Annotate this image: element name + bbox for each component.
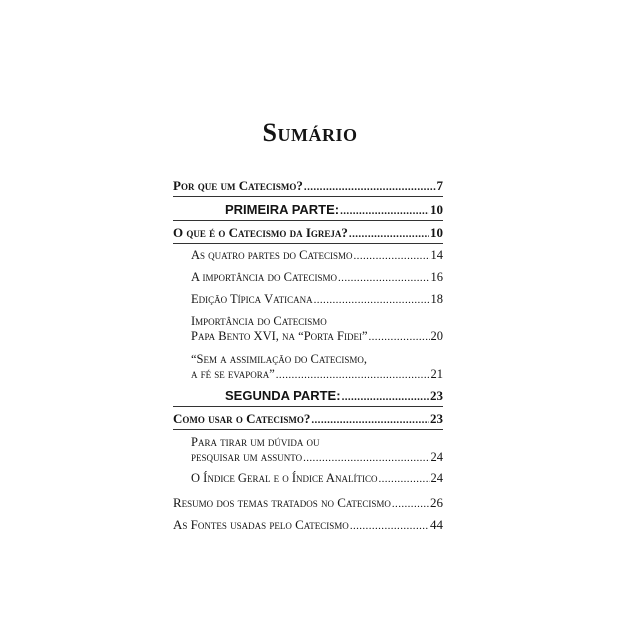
toc-subentry[interactable] [173,352,443,383]
toc-entry-title: SEGUNDA PARTE: [225,388,341,403]
toc-entry-page: 44 [430,517,443,532]
divider [173,243,443,244]
toc-subentry[interactable] [173,471,443,487]
toc-subentry[interactable] [173,248,443,264]
toc-entry-page: 18 [430,292,443,306]
toc-entry-title-line2: a fé se evapora” [191,367,275,381]
toc-entry-page: 14 [430,248,443,262]
toc-entry-page: 26 [430,495,443,510]
toc-entry-page: 23 [430,388,443,403]
toc-entry-page: 21 [430,367,443,381]
divider [173,406,443,407]
toc-entry-title: O Índice Geral e o Índice Analítico [191,471,378,485]
leader-dots [340,204,429,219]
leader-dots [342,390,429,405]
leader-dots [378,472,429,487]
divider [173,196,443,197]
toc-entry-title: A importância do Catecismo [191,270,338,284]
leader-dots [369,330,430,345]
leader-dots [349,227,429,242]
leader-dots [392,497,429,512]
toc-subentry[interactable] [173,292,443,308]
toc-subentry[interactable] [173,314,443,345]
toc-entry-title: As Fontes usadas pelo Catecismo [173,517,349,532]
leader-dots [314,293,430,308]
toc-entry[interactable] [173,225,443,242]
toc-entry-title-line1: “Sem a assimilação do Catecismo, [191,352,367,366]
leader-dots [338,271,429,286]
divider [173,220,443,221]
toc-entry-title: Edição Típica Vaticana [191,292,313,306]
page-title: Sumário [262,118,358,147]
toc-entry-title: Por que um Catecismo? [173,178,303,193]
toc-part-heading[interactable] [173,202,443,219]
leader-dots [303,451,429,466]
toc-entry[interactable] [173,495,443,512]
toc-entry-page: 23 [430,411,443,426]
toc-entry[interactable] [173,517,443,534]
leader-dots [354,249,430,264]
toc-subentry[interactable] [173,270,443,286]
toc-entry[interactable] [173,411,443,428]
toc-entry-title: O que é o Catecismo da Igreja? [173,225,348,240]
toc-entry-title: PRIMEIRA PARTE: [225,202,340,217]
toc-entry-page: 20 [430,329,443,343]
leader-dots [350,519,429,534]
toc-entry-title: As quatro partes do Catecismo [191,248,353,262]
leader-dots [276,368,430,383]
toc-entry-title-line2: Papa Bento XVI, na “Porta Fidei” [191,329,368,343]
toc-subentry[interactable] [173,435,443,466]
divider [173,429,443,430]
toc-entry-title-line2: pesquisar um assunto [191,450,303,464]
toc-entry-page: 16 [430,270,443,284]
toc-entry-title-line1: Para tirar um dúvida ou [191,435,320,449]
toc-entry-page: 10 [430,225,443,240]
toc-entry-page: 24 [430,471,443,485]
toc-entry[interactable] [173,178,443,195]
toc-entry-page: 24 [430,450,443,464]
toc-entry-title: Como usar o Catecismo? [173,411,311,426]
toc-entry-title-line1: Importância do Catecismo [191,314,327,328]
toc-entry-page: 7 [436,178,443,193]
toc-entry-title: Resumo dos temas tratados no Catecismo [173,495,391,510]
toc-entry-page: 10 [430,202,443,217]
toc-part-heading[interactable] [173,388,443,405]
leader-dots [304,180,436,195]
leader-dots [311,413,429,428]
